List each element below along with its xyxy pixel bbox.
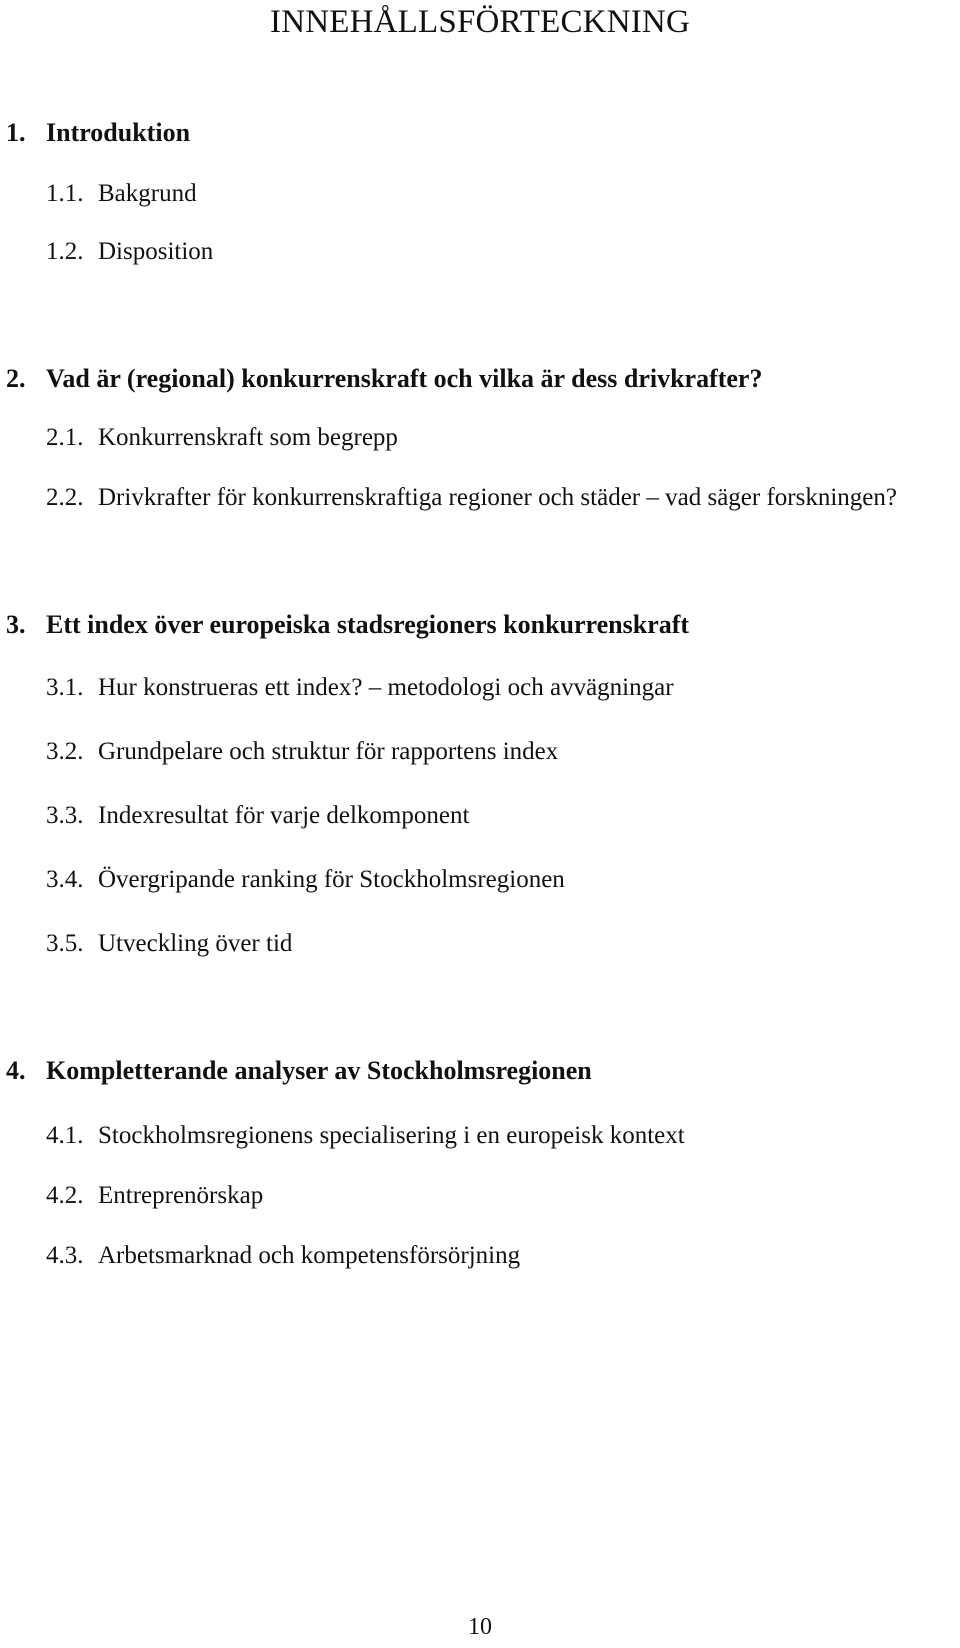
toc-subsection-number: 4.1. xyxy=(46,1122,84,1149)
toc-subsection-2-2[interactable] xyxy=(46,484,897,512)
toc-subsection-3-4[interactable] xyxy=(46,866,565,894)
toc-subsection-label: Arbetsmarknad och kompetensförsörjning xyxy=(98,1242,521,1269)
toc-subsection-number: 2.1. xyxy=(46,424,84,451)
toc-subsection-number: 3.3. xyxy=(46,802,84,829)
toc-subsection-3-3[interactable] xyxy=(46,802,469,830)
toc-subsection-label: Bakgrund xyxy=(98,180,197,207)
toc-subsection-label: Övergripande ranking för Stockholmsregionen xyxy=(98,866,565,893)
toc-section-number: 4. xyxy=(6,1056,26,1085)
toc-subsection-number: 1.2. xyxy=(46,238,84,265)
toc-section-number: 1. xyxy=(6,118,26,147)
toc-section-number: 3. xyxy=(6,610,26,639)
toc-subsection-number: 4.3. xyxy=(46,1242,84,1269)
toc-subsection-2-1[interactable] xyxy=(46,424,398,452)
toc-subsection-3-2[interactable] xyxy=(46,738,558,766)
toc-subsection-label: Hur konstrueras ett index? – metodologi och avvägningar xyxy=(98,674,674,701)
toc-section-label: Introduktion xyxy=(46,118,191,147)
page-title: INNEHÅLLSFÖRTECKNING xyxy=(270,4,690,40)
toc-subsection-number: 3.1. xyxy=(46,674,84,701)
toc-section-3[interactable] xyxy=(6,610,689,640)
toc-subsection-label: Indexresultat för varje delkomponent xyxy=(98,802,470,829)
toc-subsection-number: 3.4. xyxy=(46,866,84,893)
toc-section-number: 2. xyxy=(6,364,26,393)
toc-subsection-1-2[interactable] xyxy=(46,238,213,266)
toc-subsection-4-1[interactable] xyxy=(46,1122,685,1150)
toc-subsection-number: 3.5. xyxy=(46,930,84,957)
toc-subsection-label: Konkurrenskraft som begrepp xyxy=(98,424,398,451)
toc-subsection-4-2[interactable] xyxy=(46,1182,263,1210)
toc-subsection-label: Stockholmsregionens specialisering i en europeisk kontext xyxy=(98,1122,685,1149)
toc-subsection-label: Utveckling över tid xyxy=(98,930,293,957)
toc-section-label: Ett index över europeiska stadsregioners konkurrenskraft xyxy=(46,610,690,639)
toc-subsection-4-3[interactable] xyxy=(46,1242,520,1270)
page-number: 10 xyxy=(468,1614,492,1640)
toc-subsection-label: Entreprenörskap xyxy=(98,1182,264,1209)
toc-subsection-label: Disposition xyxy=(98,238,214,265)
toc-subsection-1-1[interactable] xyxy=(46,180,197,208)
toc-section-2[interactable] xyxy=(6,364,762,394)
toc-section-4[interactable] xyxy=(6,1056,592,1086)
toc-section-1[interactable] xyxy=(6,118,190,148)
toc-section-label: Vad är (regional) konkurrenskraft och vilka är dess drivkrafter? xyxy=(46,364,763,393)
toc-subsection-number: 1.1. xyxy=(46,180,84,207)
toc-subsection-label: Drivkrafter för konkurrenskraftiga regioner och städer – vad säger forskningen? xyxy=(98,484,897,511)
toc-subsection-number: 2.2. xyxy=(46,484,84,511)
toc-subsection-label: Grundpelare och struktur för rapportens index xyxy=(98,738,559,765)
toc-subsection-3-5[interactable] xyxy=(46,930,292,958)
toc-subsection-3-1[interactable] xyxy=(46,674,674,702)
toc-section-label: Kompletterande analyser av Stockholmsregionen xyxy=(46,1056,592,1085)
toc-subsection-number: 4.2. xyxy=(46,1182,84,1209)
toc-subsection-number: 3.2. xyxy=(46,738,84,765)
